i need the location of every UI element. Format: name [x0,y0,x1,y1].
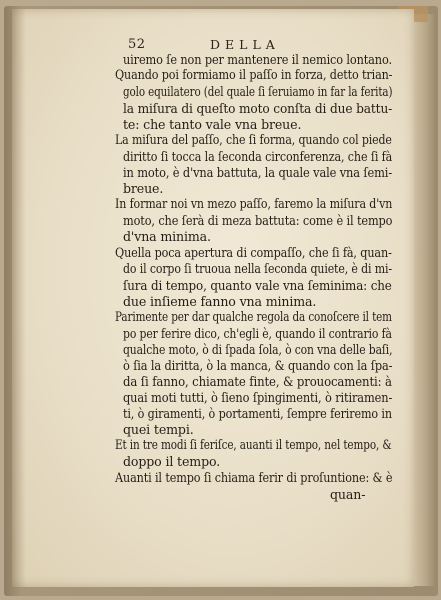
text-line: d'vna minima. [123,229,211,244]
text-line: do il corpo ſi truoua nella ſeconda quiete, è di mi- [123,261,392,276]
text-line: la miſura di queſto moto conſta di due battu- [123,101,393,116]
text-line: quai moti tutti, ò ſieno ſpingimenti, ò ritiramen- [123,390,393,405]
text-line: quei tempi. [123,422,194,437]
text-line: due inſieme fanno vna minima. [123,294,317,309]
text-line: te: che tanto vale vna breue. [123,117,302,132]
text-line: qualche moto, ò di ſpada ſola, ò con vna delle baſi, [123,342,393,357]
text-line: po per ferire dico, ch'egli è, quando il contrario fà [123,326,392,341]
text-line: quan- [330,487,366,502]
text-line: ſura di tempo, quanto vale vna ſeminima: che [123,278,392,293]
text-line: da ſi fanno, chiamate finte, & prouocamenti: à [123,374,392,389]
text-line: breue. [123,181,164,196]
text-line: Auanti il tempo ſi chiama ferir di proſuntione: & è [115,470,393,485]
text-line: Parimente per dar qualche regola da conoſcere il tem [115,309,392,324]
text-line: uiremo ſe non per mantenere il nemico lontano. [123,52,392,67]
text-line: La miſura del paſſo, che ſi forma, quando col piede [115,132,392,147]
text-line: golo equilatero (del quale ſi ſeruiamo in far la ferita) [123,84,393,99]
text-line: Quando poi formiamo il paſſo in forza, detto trian- [115,67,393,82]
text-line: In formar noi vn mezo paſſo, faremo la miſura d'vn [115,196,393,211]
text-line: diritto ſi tocca la ſeconda circonferenza, che ſi fà [123,149,393,164]
text-line: Et in tre modi ſi feriſce, auanti il tempo, nel tempo, & [115,437,392,452]
text-line: in moto, è d'vna battuta, la quale vale vna ſemi- [123,165,393,180]
text-line: Quella poca apertura di compaſſo, che ſi fà, quan- [115,245,392,260]
page-number: 52 [128,37,146,52]
running-head: DELLA [210,37,280,52]
text-line: ti, ò giramenti, ò portamenti, ſempre feriremo in [123,406,392,421]
text-line: moto, che ſerà di meza battuta: come è il tempo [123,213,393,228]
text-line: ò ſia la diritta, ò la manca, & quando con la ſpa- [123,358,393,373]
text-line: doppo il tempo. [123,454,221,469]
